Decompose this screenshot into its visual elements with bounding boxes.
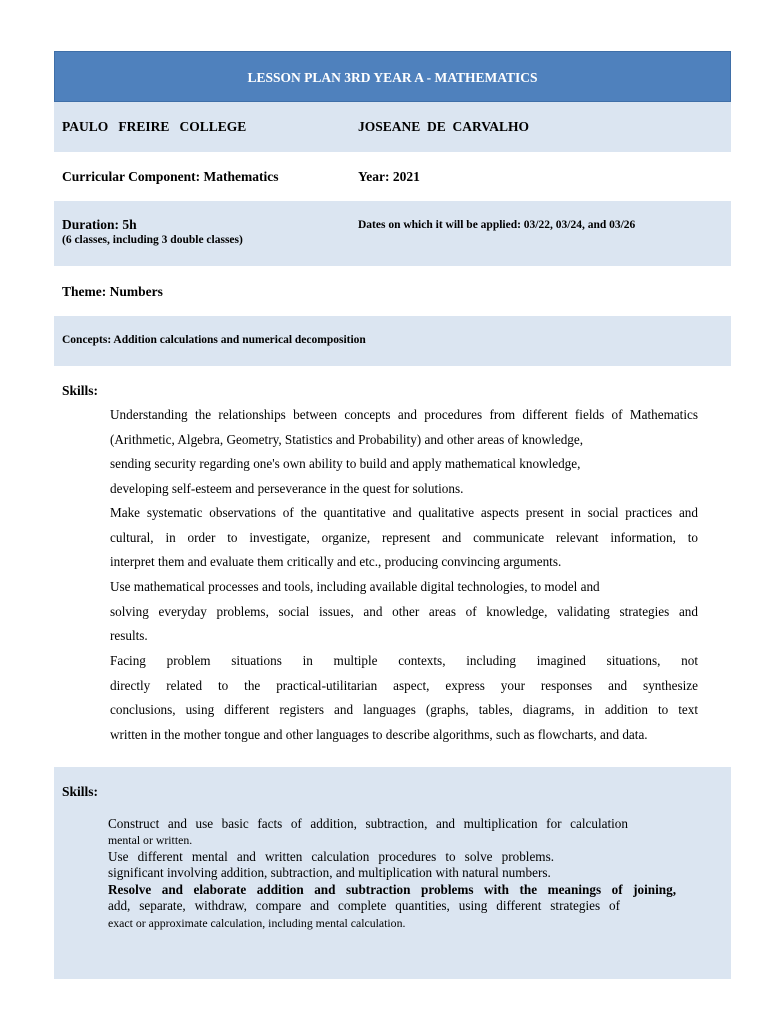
skill-line: interpret them and evaluate them critically and etc., producing convincing arguments. — [110, 554, 562, 570]
skill-line: add, separate, withdraw, compare and complete quantities, using different strategies of — [108, 898, 620, 914]
skill-line: results. — [110, 628, 148, 644]
duration-detail: (6 classes, including 3 double classes) — [62, 234, 243, 246]
skill-line: Resolve and elaborate addition and subtraction problems with the meanings of joining, — [108, 882, 676, 897]
skills-title: Skills: — [62, 784, 99, 799]
skill-line: written in the mother tongue and other languages to describe algorithms, such as flowcharts, and data. — [110, 726, 648, 742]
specific-skill-item — [108, 882, 682, 931]
skill-line: conclusions, using different registers and languages (graphs, tables, diagrams, in addition to text — [110, 702, 698, 718]
skill-line: sending security regarding one's own ability to build and apply mathematical knowledge, — [110, 456, 581, 472]
skill-line: exact or approximate calculation, including mental calculation. — [108, 915, 406, 930]
component-row — [54, 152, 731, 201]
duration: Duration: 5h — [62, 217, 137, 232]
skill-line: mental or written. — [108, 833, 193, 848]
skill-line: directly related to the practical-utilitarian aspect, express your responses and synthesize — [110, 677, 698, 693]
curricular-component: Curricular Component: Mathematics — [62, 169, 279, 184]
school-row — [54, 102, 731, 152]
skill-line: (Arithmetic, Algebra, Geometry, Statistics and Probability) and other areas of knowledge, — [110, 431, 584, 447]
skill-item — [110, 575, 698, 649]
skill-item — [110, 649, 698, 747]
concepts: Concepts: Addition calculations and numerical decomposition — [62, 334, 366, 346]
skill-line: Understanding the relationships between concepts and procedures from different fields of Mathematics — [110, 407, 698, 422]
school-name: PAULO FREIRE COLLEGE — [62, 119, 247, 134]
year: Year: 2021 — [358, 169, 420, 184]
duration-row — [54, 201, 731, 266]
skills-title: Skills: — [62, 383, 99, 398]
skills-specific-section — [54, 767, 731, 979]
skill-line: developing self-esteem and perseverance in the quest for solutions. — [110, 480, 464, 496]
skill-item — [110, 403, 698, 501]
concepts-row — [54, 316, 731, 366]
specific-skill-item — [108, 849, 682, 882]
theme-row — [54, 266, 731, 316]
teacher-name: JOSEANE DE CARVALHO — [358, 119, 530, 134]
theme: Theme: Numbers — [62, 284, 163, 299]
specific-skill-item — [108, 816, 682, 849]
skill-line: Use mathematical processes and tools, including available digital technologies, to model and — [110, 579, 600, 594]
skill-line: Construct and use basic facts of addition, subtraction, and multiplication for calculation — [108, 816, 628, 831]
plan-title: LESSON PLAN 3RD YEAR A - MATHEMATICS — [54, 51, 731, 102]
skills-general-section — [54, 366, 731, 767]
skill-item — [110, 501, 698, 575]
skill-line: Facing problem situations in multiple contexts, including imagined situations, not — [110, 653, 698, 668]
skill-line: Make systematic observations of the quantitative and qualitative aspects present in social practices and — [110, 505, 698, 520]
skill-line: Use different mental and written calculation procedures to solve problems. — [108, 849, 554, 864]
skill-line: significant involving addition, subtraction, and multiplication with natural numbers. — [108, 865, 551, 881]
application-dates: Dates on which it will be applied: 03/22, 03/24, and 03/26 — [358, 219, 636, 231]
skill-line: solving everyday problems, social issues, and other areas of knowledge, validating strategies and — [110, 603, 698, 619]
skill-line: cultural, in order to investigate, organize, represent and communicate relevant information, to — [110, 529, 698, 545]
